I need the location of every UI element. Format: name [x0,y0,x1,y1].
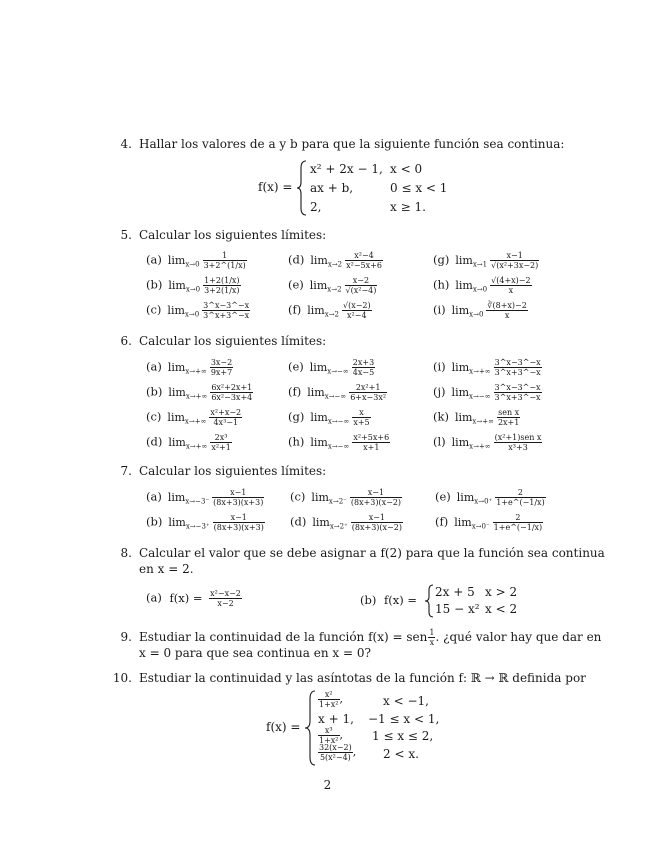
lim-symbol: lim [310,410,328,424]
p6-limit-h [288,433,390,454]
lim-subscript: x→2⁺ [329,522,348,531]
lim-subscript: x→2 [327,285,342,294]
p6-limit-g [288,408,371,429]
lim-symbol: lim [455,278,473,292]
fraction-denominator: 9x+7 [210,368,233,377]
item-label: (a) [146,489,162,504]
problem-10-case-4-num: 32(x−2) [319,743,352,752]
lim-subscript: x→−3⁻ [185,497,210,506]
fraction-denominator: 6+x−3x² [350,393,387,402]
problem-10-case-1-expr [318,690,343,709]
lim-subscript: x→+∞ [185,392,208,401]
lim-subscript: x→+∞ [469,442,491,451]
fraction-numerator: x−1 [212,488,264,498]
fraction-denominator: 4x−5 [352,368,375,377]
limit-fraction [494,383,542,402]
lim-symbol: lim [168,515,186,529]
lim-subscript: x→0 [469,310,484,319]
problem-4-case-1-cond: x < 0 [390,162,423,176]
lim-subscript: x→2⁻ [328,497,347,506]
fraction-numerator: sen x [498,408,520,417]
limit-fraction [352,408,370,427]
problem-10-lhs: f(x) = [266,720,301,734]
lim-subscript: x→+∞ [185,442,208,451]
limit-fraction [490,276,531,295]
problem-8-a-denominator: x−2 [217,599,234,608]
item-label: (e) [435,489,451,504]
lim-subscript: x→+∞ [472,417,494,426]
p6-limit-i [433,358,542,379]
problem-10-number: 10. [112,671,132,685]
fraction-numerator: √(4+x)−2 [491,276,531,285]
item-label: (f) [288,302,302,317]
lim-symbol: lim [167,253,186,267]
problem-5-number: 5. [120,228,132,242]
problem-8-b-case-2-cond: x < 2 [485,602,518,616]
lim-symbol: lim [454,410,473,424]
lim-symbol: lim [451,435,470,449]
item-label: (d) [290,514,307,529]
problem-7-text: Calcular los siguientes límites: [139,464,327,478]
fraction-numerator: (x²+1)sen x [494,433,542,442]
fraction-numerator: 3^x−3^−x [494,358,541,367]
limit-fraction [210,358,233,377]
limit-fraction [352,358,375,377]
problem-4-case-2-cond: 0 ≤ x < 1 [390,181,448,195]
item-label: (g) [288,409,305,424]
fraction-numerator: 3x−2 [210,358,233,367]
p5-limit-g [433,251,539,272]
p6-limit-b [146,383,253,404]
lim-subscript: x→1 [472,260,488,269]
lim-symbol: lim [168,278,186,292]
problem-6-number: 6. [120,334,132,348]
fraction-denominator: x+1 [363,443,380,452]
lim-symbol: lim [167,490,186,504]
fraction-numerator: x [352,408,370,418]
problem-10-case-2-cond: −1 ≤ x < 1, [368,712,440,726]
fraction-numerator: 3^x−3^−x [494,383,541,392]
problem-10-case-4-fraction [318,743,353,762]
fraction-numerator: 2 [495,488,545,498]
item-label: (i) [433,359,446,374]
p7-limit-a [146,488,264,509]
p6-limit-j [433,383,542,404]
problem-9-frac-num: 1 [429,628,435,637]
lim-symbol: lim [455,253,473,267]
problem-10-case-4-suffix: , [352,745,357,759]
problem-7-number: 7. [120,464,132,478]
lim-symbol: lim [309,360,328,374]
p7-limit-d [290,513,403,534]
limit-fraction [210,433,232,452]
p6-limit-e [288,358,375,379]
lim-subscript: x→0 [185,285,201,294]
fraction-denominator: (8x+3)(x+3) [213,523,264,532]
problem-10-text: Estudiar la continuidad y las asíntotas de la función f: ℝ → ℝ definida por [139,671,586,685]
item-label: (f) [288,384,302,399]
lim-subscript: x→0 [185,260,200,269]
p6-limit-a [146,358,233,379]
page-number: 2 [323,778,332,792]
p5-limit-i [433,301,528,322]
p7-limit-b [146,513,265,534]
fraction-denominator: x [508,286,514,295]
fraction-numerator: 2x+3 [352,358,375,367]
fraction-denominator: 3+2(1/x) [204,286,240,295]
fraction-numerator: √(x−2) [342,301,371,310]
lim-subscript: x→+∞ [469,367,491,376]
fraction-numerator: ∛(8+x)−2 [487,301,527,310]
problem-4-case-2-expr: ax + b, [310,181,354,195]
fraction-numerator: x²−4 [345,251,383,261]
problem-4-number: 4. [120,137,132,151]
item-label: (c) [146,302,162,317]
lim-symbol: lim [454,515,472,529]
fraction-denominator: (8x+3)(x+3) [213,498,264,507]
limit-fraction [495,488,545,507]
fraction-denominator: x²−4 [347,311,367,320]
item-label: (l) [433,434,446,449]
problem-4-lhs: f(x) = [258,180,293,194]
problem-10-case-1-suffix: , [339,692,344,706]
limit-fraction [210,383,253,402]
problem-9-text-line1 [139,628,601,647]
lim-subscript: x→0 [184,310,200,319]
p7-limit-e [435,488,546,509]
limit-fraction [213,513,265,532]
fraction-numerator: x−1 [490,251,539,261]
problem-8-b-brace [425,584,434,618]
limit-fraction [202,301,250,320]
problem-10-case-1-den: 1+x² [319,700,339,709]
lim-symbol: lim [307,385,325,399]
fraction-numerator: x²+5x+6 [353,433,390,442]
lim-symbol: lim [309,278,328,292]
lim-subscript: x→+∞ [184,417,207,426]
item-label: (i) [433,302,446,317]
lim-symbol: lim [451,303,470,317]
item-label: (f) [435,514,449,529]
problem-10-case-3-num: x³ [318,726,340,736]
limit-fraction [352,433,390,452]
fraction-denominator: 4x³−1 [213,418,239,427]
fraction-denominator: √(x²+3x−2) [491,261,539,270]
p5-limit-a [146,251,247,272]
p6-limit-d [146,433,232,454]
lim-symbol: lim [310,253,328,267]
item-label: (k) [433,409,449,424]
fraction-numerator: 1+2(1/x) [204,276,240,285]
fraction-numerator: x−1 [351,513,403,523]
problem-10-case-2-expr: x + 1, [318,712,354,726]
p6-limit-c [146,408,242,429]
fraction-numerator: x²+x−2 [210,408,242,417]
problem-4-case-1-expr: x² + 2x − 1, [310,162,383,176]
item-label: (h) [433,277,450,292]
problem-8-number: 8. [120,546,132,560]
lim-subscript: x→−∞ [327,417,350,426]
p6-limit-l [433,433,542,454]
limit-fraction [351,513,403,532]
limit-fraction [209,408,242,427]
fraction-denominator: 2x+1 [497,418,520,427]
fraction-numerator: 2x³ [210,433,232,443]
fraction-denominator: (8x+3)(x−2) [351,523,402,532]
lim-subscript: x→−∞ [327,442,350,451]
lim-symbol: lim [311,490,329,504]
limit-fraction [203,251,247,270]
item-label: (b) [146,514,163,529]
fraction-denominator: 1+e^(−1/x) [496,498,545,507]
problem-8-b-case-2-expr: 15 − x² [435,602,480,616]
lim-subscript: x→0⁺ [474,497,493,506]
lim-symbol: lim [167,303,185,317]
problem-9-frac-den: x [429,638,435,647]
fraction-denominator: 3+2^(1/x) [203,261,246,270]
lim-subscript: x→0⁻ [471,522,490,531]
lim-symbol: lim [167,360,186,374]
p6-limit-f [288,383,387,404]
item-label: (b) [146,384,163,399]
problem-8-text-line2: en x = 2. [139,562,194,576]
problem-8-part-b [360,593,417,607]
problem-10-case-1-fraction [318,690,340,709]
limit-fraction [486,301,527,320]
fraction-numerator: 3^x−3^−x [203,301,250,310]
fraction-denominator: x+5 [353,418,370,427]
fraction-denominator: 3^x+3^−x [494,368,541,377]
fraction-denominator: x [504,311,510,320]
p5-limit-d [288,251,383,272]
problem-8-b-lhs: f(x) = [384,593,418,607]
p5-limit-f [288,301,372,322]
lim-subscript: x→+∞ [185,367,207,376]
lim-symbol: lim [307,303,325,317]
limit-fraction [349,383,387,402]
item-label: (h) [288,434,305,449]
problem-10-case-3-cond: 1 ≤ x ≤ 2, [372,729,434,743]
problem-9-text-b: . ¿qué valor hay que dar en [435,630,602,644]
fraction-denominator: 3^x+3^−x [203,311,250,320]
limit-fraction [490,251,539,270]
lim-subscript: x→2 [324,310,339,319]
p5-limit-c [146,301,250,322]
fraction-numerator: 1 [203,251,247,261]
lim-symbol: lim [312,515,330,529]
problem-10-case-1-num: x² [318,690,340,700]
lim-symbol: lim [451,385,470,399]
problem-8-text-line1: Calcular el valor que se debe asignar a f(2) para que la función sea continua [139,546,605,560]
problem-8-a-label: (a) [146,590,162,605]
limit-fraction [493,513,543,532]
item-label: (c) [290,489,306,504]
p7-limit-f [435,513,543,534]
problem-8-a-numerator: x²−x−2 [210,589,241,598]
fraction-numerator: x−1 [350,488,402,498]
p5-limit-h [433,276,532,297]
fraction-numerator: x−2 [345,276,378,286]
limit-fraction [494,358,542,377]
item-label: (e) [288,277,304,292]
problem-9-number: 9. [120,630,132,644]
item-label: (e) [288,359,304,374]
fraction-numerator: 2x²+1 [349,383,387,393]
p5-limit-b [146,276,241,297]
limit-fraction [342,301,372,320]
problem-4-case-3-cond: x ≥ 1. [390,200,426,214]
item-label: (b) [146,277,163,292]
fraction-denominator: x²−5x+6 [346,261,382,270]
lim-symbol: lim [168,435,186,449]
lim-symbol: lim [168,385,186,399]
p7-limit-c [290,488,402,509]
limit-fraction [345,276,378,295]
item-label: (a) [146,252,162,267]
problem-4-case-3-expr: 2, [310,200,322,214]
lim-subscript: x→−3⁺ [185,522,210,531]
problem-10-case-4-den: 5(x²−4) [319,753,351,762]
fraction-denominator: x³+3 [508,443,528,452]
problem-8-part-a [146,589,242,608]
fraction-denominator: 6x²−3x+4 [211,393,253,402]
limit-fraction [494,433,543,452]
fraction-denominator: 1+e^(−1/x) [493,523,543,532]
problem-9-text-a: Estudiar la continuidad de la función f(x) = sen [139,630,428,644]
lim-subscript: x→2 [327,260,343,269]
lim-subscript: x→−∞ [327,367,349,376]
lim-symbol: lim [167,410,185,424]
limit-fraction [497,408,520,427]
lim-subscript: x→−∞ [469,392,491,401]
fraction-numerator: 6x²+2x+1 [211,383,253,392]
problem-8-a-lhs: f(x) = [169,590,203,605]
problem-10-brace [305,690,316,766]
p6-limit-k [433,408,520,429]
problem-10-case-3-den: 1+x² [319,736,339,745]
problem-10-case-3-suffix: , [339,728,344,742]
p5-limit-e [288,276,377,297]
limit-fraction [345,251,383,270]
lim-subscript: x→−∞ [324,392,347,401]
fraction-numerator: 2 [493,513,543,523]
limit-fraction [350,488,402,507]
problem-8-b-case-1-cond: x > 2 [485,585,518,599]
fraction-denominator: x²+1 [211,443,231,452]
problem-4-text: Hallar los valores de a y b para que la siguiente función sea continua: [139,137,565,151]
limit-fraction [203,276,240,295]
item-label: (d) [146,434,163,449]
problem-5-text: Calcular los siguientes límites: [139,228,327,242]
problem-9-text-line2: x = 0 para que sea continua en x = 0? [139,646,371,660]
item-label: (c) [146,409,162,424]
problem-10-case-4-cond: 2 < x. [383,747,419,761]
problem-8-b-case-1-expr: 2x + 5 [435,585,475,599]
problem-8-b-label: (b) [360,593,377,607]
limit-fraction [212,488,264,507]
problem-10-case-4-expr [318,743,356,762]
lim-symbol: lim [451,360,470,374]
problem-8-a-fraction [209,589,242,608]
fraction-denominator: (8x+3)(x−2) [350,498,402,507]
item-label: (d) [288,252,305,267]
item-label: (a) [146,359,162,374]
problem-6-text: Calcular los siguientes límites: [139,334,327,348]
fraction-denominator: √(x²−4) [345,286,377,295]
fraction-numerator: x−1 [213,513,265,523]
item-label: (j) [433,384,446,399]
problem-10-case-1-cond: x < −1, [383,694,429,708]
lim-symbol: lim [456,490,475,504]
lim-subscript: x→0 [472,285,488,294]
item-label: (g) [433,252,450,267]
fraction-denominator: 3^x+3^−x [494,393,541,402]
problem-4-brace [297,160,307,216]
lim-symbol: lim [310,435,328,449]
